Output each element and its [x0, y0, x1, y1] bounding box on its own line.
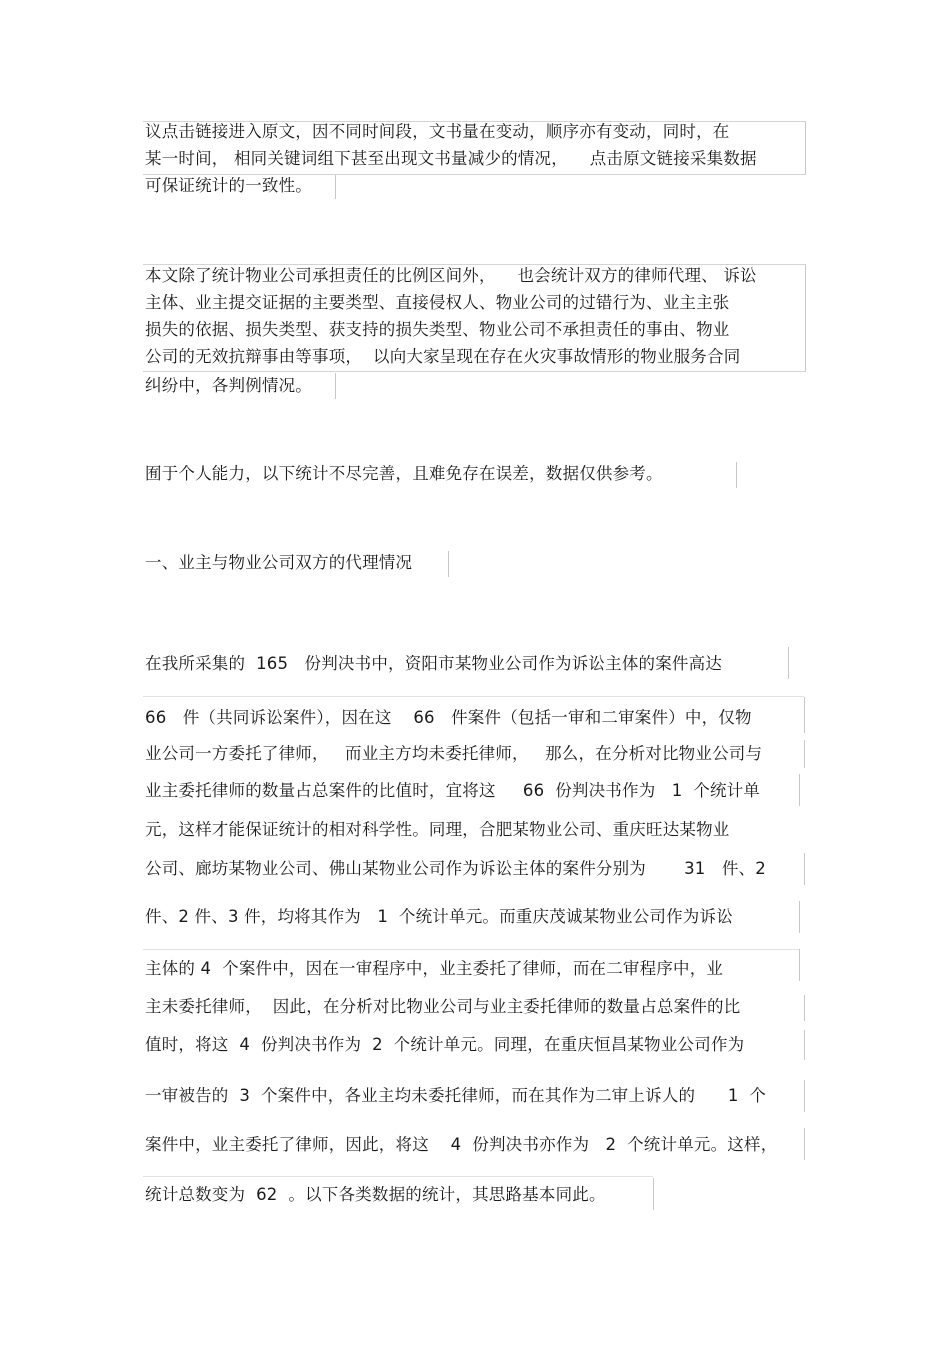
paragraph-4-line-6: 公司、廊坊某物业公司、佛山某物业公司作为诉讼主体的案件分别为 31 件、2 [145, 859, 766, 878]
paragraph-1-line-3: 可保证统计的一致性。 [145, 176, 312, 195]
frame-rule [788, 647, 789, 679]
paragraph-2-line-5: 纠纷中，各判例情况。 [145, 376, 312, 395]
paragraph-4-line-2: 66 件（共同诉讼案件），因在这 66 件案件（包括一审和二审案件）中，仅物 [145, 708, 752, 727]
frame-rule [143, 949, 799, 950]
frame-rule [804, 995, 805, 1021]
frame-rule [804, 740, 805, 768]
paragraph-4-line-12: 案件中，业主委托了律师，因此，将这 4 份判决书亦作为 2 个统计单元。这样， [145, 1135, 778, 1154]
frame-rule [143, 1176, 653, 1177]
paragraph-4-line-13: 统计总数变为 62 。以下各类数据的统计，其思路基本同此。 [145, 1185, 606, 1204]
paragraph-4-line-5: 元，这样才能保证统计的相对科学性。同理，合肥某物业公司、重庆旺达某物业 [145, 820, 730, 839]
frame-rule [143, 696, 804, 697]
paragraph-4-line-9: 主未委托律师， 因此，在分析对比物业公司与业主委托律师的数量占总案件的比 [145, 997, 741, 1016]
frame-rule [804, 697, 805, 733]
frame-rule [804, 853, 805, 885]
paragraph-4-line-10: 值时，将这 4 份判决书作为 2 个统计单元。同理，在重庆恒昌某物业公司作为 [145, 1035, 745, 1054]
frame-rule [799, 949, 800, 981]
paragraph-4-line-3: 业公司一方委托了律师， 而业主方均未委托律师， 那么，在分析对比物业公司与 [145, 744, 763, 763]
paragraph-4-line-8: 主体的 4 个案件中，因在一审程序中，业主委托了律师，而在二审程序中，业 [145, 959, 724, 978]
paragraph-4-line-1: 在我所采集的 165 份判决书中，资阳市某物业公司作为诉讼主体的案件高达 [145, 654, 723, 673]
frame-rule [799, 774, 800, 806]
frame-rule [804, 1128, 805, 1160]
frame-rule [799, 901, 800, 933]
frame-rule [335, 373, 336, 399]
paragraph-4-line-4: 业主委托律师的数量占总案件的比值时，宜将这 66 份判决书作为 1 个统计单 [145, 781, 761, 800]
paragraph-4-line-7: 件、2 件、3 件，均将其作为 1 个统计单元。而重庆茂诚某物业公司作为诉讼 [145, 907, 733, 926]
frame-rule [448, 551, 449, 577]
paragraph-3: 囿于个人能力，以下统计不尽完善，且难免存在误差，数据仅供参考。 [145, 464, 663, 483]
paragraph-4-line-11: 一审被告的 3 个案件中，各业主均未委托律师，而在其作为二审上诉人的 1 个 [145, 1086, 767, 1105]
frame-rule [653, 1178, 654, 1210]
frame-rule [804, 1080, 805, 1112]
paragraph-2-line-4: 公司的无效抗辩事由等事项， 以向大家呈现在存在火灾事故情形的物业服务合同 [145, 347, 741, 366]
frame-rule [335, 175, 336, 199]
paragraph-1-line-1: 议点击链接进入原文，因不同时间段，文书量在变动，顺序亦有变动，同时，在 [145, 122, 730, 141]
paragraph-2-line-3: 损失的依据、损失类型、获支持的损失类型、物业公司不承担责任的事由、物业 [145, 320, 730, 339]
frame-rule [736, 462, 737, 488]
section-heading: 一、业主与物业公司双方的代理情况 [145, 553, 413, 572]
frame-rule [804, 1030, 805, 1060]
paragraph-1-line-2: 某一时间， 相同关键词组下甚至出现文书量减少的情况， 点击原文链接采集数据 [145, 149, 757, 168]
paragraph-2-line-1: 本文除了统计物业公司承担责任的比例区间外， 也会统计双方的律师代理、 诉讼 [145, 266, 757, 285]
paragraph-2-line-2: 主体、业主提交证据的主要类型、直接侵权人、物业公司的过错行为、业主主张 [145, 293, 730, 312]
